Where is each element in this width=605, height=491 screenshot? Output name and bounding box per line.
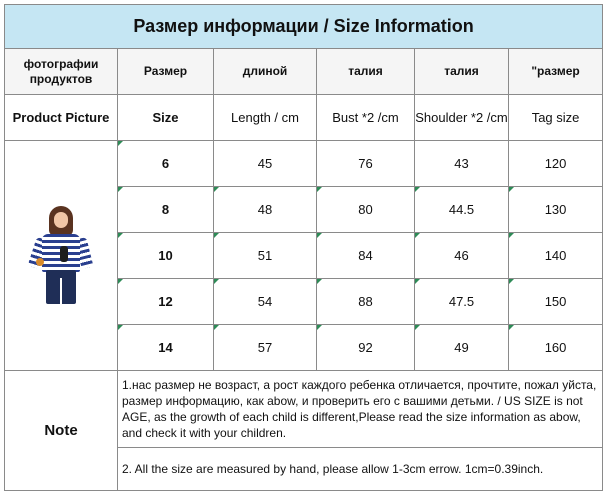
length-cell: 45: [214, 141, 317, 187]
note-label: Note: [5, 371, 118, 491]
size-cell: 14: [118, 325, 214, 371]
size-cell: 6: [118, 141, 214, 187]
bust-cell: 76: [317, 141, 415, 187]
shoulder-cell: 47.5: [415, 279, 509, 325]
tag-cell: 120: [509, 141, 603, 187]
note-text-2: 2. All the size are measured by hand, please allow 1-3cm errow. 1cm=0.39inch.: [118, 448, 603, 491]
shoulder-cell: 43: [415, 141, 509, 187]
tag-cell: 150: [509, 279, 603, 325]
header-en-length: Length / cm: [214, 95, 317, 141]
header-ru-shoulder: талия: [415, 49, 509, 95]
shoulder-cell: 49: [415, 325, 509, 371]
header-en-tag: Tag size: [509, 95, 603, 141]
bust-cell: 92: [317, 325, 415, 371]
header-en-bust: Bust *2 /cm: [317, 95, 415, 141]
tag-cell: 160: [509, 325, 603, 371]
length-cell: 57: [214, 325, 317, 371]
header-ru-bust: талия: [317, 49, 415, 95]
product-picture: [5, 141, 118, 371]
shoulder-cell: 46: [415, 233, 509, 279]
header-en-picture: Product Picture: [5, 95, 118, 141]
header-ru-picture: фотографии продуктов: [5, 49, 118, 95]
header-en-size: Size: [118, 95, 214, 141]
length-cell: 51: [214, 233, 317, 279]
bust-cell: 80: [317, 187, 415, 233]
header-ru-length: длиной: [214, 49, 317, 95]
tag-cell: 140: [509, 233, 603, 279]
child-photo: [26, 206, 96, 306]
length-cell: 48: [214, 187, 317, 233]
table-row: [5, 141, 603, 187]
size-cell: 8: [118, 187, 214, 233]
header-en-shoulder: Shoulder *2 /cm: [415, 95, 509, 141]
bust-cell: 88: [317, 279, 415, 325]
shoulder-cell: 44.5: [415, 187, 509, 233]
bust-cell: 84: [317, 233, 415, 279]
size-cell: 10: [118, 233, 214, 279]
note-text-1: 1.нас размер не возраст, а рост каждого ребенка отличается, прочтите, пожал уйста, размер информацию, как abow, и проверить его с вашими детьми. / US SIZE is not AGE, as the growth of each child is different,Please read the size information as abow, and check it with your children.: [118, 371, 603, 448]
header-ru-size: Размер: [118, 49, 214, 95]
size-cell: 12: [118, 279, 214, 325]
length-cell: 54: [214, 279, 317, 325]
header-ru-tag: "размер: [509, 49, 603, 95]
tag-cell: 130: [509, 187, 603, 233]
header-row-ru: [5, 49, 603, 95]
table-title: Размер информации / Size Information: [5, 5, 603, 49]
size-table: [4, 4, 603, 491]
header-row-en: [5, 95, 603, 141]
